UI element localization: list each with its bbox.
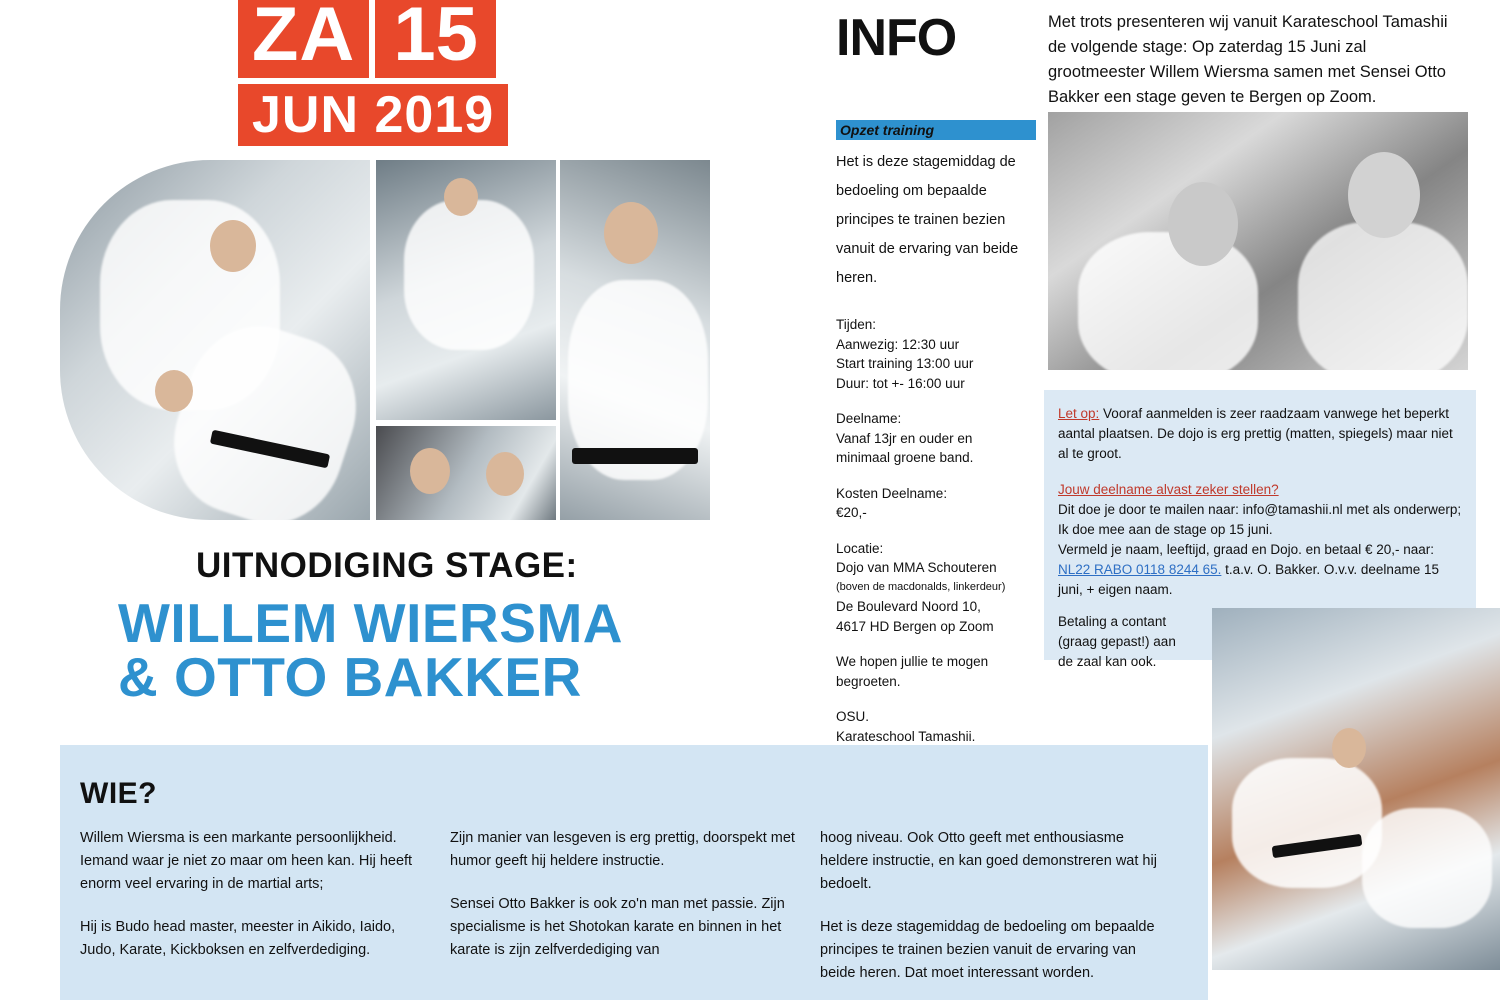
cash-payment-line3: de zaal kan ook. bbox=[1058, 654, 1157, 669]
who-col3-p1: hoog niveau. Ook Otto geeft met enthousiasme heldere instructie, en kan goed demonstreren wat hij bedoelt. bbox=[820, 830, 1157, 892]
collage-photo-stance bbox=[376, 160, 556, 420]
opzet-training-label: Opzet training bbox=[840, 122, 935, 138]
info-location-line3: 4617 HD Bergen op Zoom bbox=[836, 618, 994, 634]
info-times-label: Tijden: bbox=[836, 317, 877, 332]
info-participation-block bbox=[836, 409, 1051, 468]
photo-collage bbox=[60, 160, 710, 520]
info-cost-value: €20,- bbox=[836, 505, 867, 520]
event-name-line1: WILLEM WIERSMA bbox=[118, 592, 623, 654]
info-signature-line1: OSU. bbox=[836, 709, 870, 724]
date-badge-top-row bbox=[238, 0, 548, 78]
info-greeting-line1: We hopen jullie te mogen bbox=[836, 654, 989, 669]
registration-line3: t.a.v. O. Bakker. O.v.v. deelname 15 juni, + eigen naam. bbox=[1058, 562, 1439, 597]
info-location-line2: De Boulevard Noord 10, bbox=[836, 599, 981, 614]
who-col3-p2: Het is deze stagemiddag de bedoeling om bepaalde principes te trainen bezien vanuit de ervaring van beide heren. Dat moet interessant worden. bbox=[820, 919, 1155, 981]
registration-line2: Vermeld je naam, leeftijd, graad en Dojo. en betaal € 20,- naar: bbox=[1058, 542, 1434, 557]
info-location-sub: (boven de macdonalds, linkerdeur) bbox=[836, 580, 1006, 593]
registration-iban-line bbox=[1058, 560, 1462, 600]
collage-photo-karateka bbox=[560, 160, 710, 520]
registration-instructions bbox=[1058, 480, 1462, 600]
date-weekday: ZA bbox=[238, 0, 369, 78]
registration-line1: Dit doe je door te mailen naar: info@tamashii.nl met als onderwerp; Ik doe mee aan de stage op 15 juni. bbox=[1058, 502, 1462, 537]
intro-paragraph: Met trots presenteren wij vanuit Karateschool Tamashii de volgende stage: Op zaterdag 15 Juni zal grootmeester Willem Wiersma samen met Sensei Otto Bakker een stage geven te Bergen op Zoom. bbox=[1048, 13, 1448, 106]
collage-photo-throw bbox=[60, 160, 370, 520]
who-col1-p1: Willem Wiersma is een markante persoonlijkheid. Iemand waar je niet zo maar om heen kan. Hij heeft enorm veel ervaring in de martial arts; bbox=[80, 830, 413, 892]
who-column-3 bbox=[820, 827, 1190, 1005]
info-cost-label: Kosten Deelname: bbox=[836, 485, 948, 501]
cash-payment-line2: (graag gepast!) aan bbox=[1058, 634, 1176, 649]
info-participation-label: Deelname: bbox=[836, 411, 902, 426]
info-heading: INFO bbox=[836, 9, 957, 67]
event-names bbox=[118, 592, 623, 708]
info-details bbox=[836, 315, 1051, 782]
info-participation-line2: minimaal groene band. bbox=[836, 450, 974, 465]
date-day: 15 bbox=[375, 0, 496, 78]
info-times-line3: Duur: tot +- 16:00 uur bbox=[836, 375, 965, 391]
info-greeting-block bbox=[836, 652, 1051, 691]
info-times-block bbox=[836, 315, 1051, 393]
note-attention bbox=[1058, 404, 1462, 464]
cash-payment-note bbox=[1058, 612, 1228, 672]
collage-photo-audience bbox=[376, 426, 556, 520]
note-attention-body: Vooraf aanmelden is zeer raadzaam vanwege het beperkt aantal plaatsen. De dojo is erg prettig (matten, spiegels) maar niet al te groot. bbox=[1058, 406, 1453, 461]
who-column-2 bbox=[450, 827, 820, 1005]
opzet-training-bar bbox=[836, 120, 1036, 140]
info-location-label: Locatie: bbox=[836, 540, 884, 556]
invitation-label: UITNODIGING STAGE: bbox=[196, 546, 578, 585]
who-columns bbox=[80, 827, 1190, 1005]
note-attention-label: Let op: bbox=[1058, 406, 1100, 421]
event-name-line2: & OTTO BAKKER bbox=[118, 646, 582, 708]
info-cost-block bbox=[836, 484, 1051, 523]
info-location-block bbox=[836, 539, 1051, 637]
date-badge bbox=[238, 0, 548, 146]
info-participation-line1: Vanaf 13jr en ouder en bbox=[836, 430, 973, 446]
photo-group-training bbox=[1212, 608, 1500, 970]
opzet-training-body: Het is deze stagemiddag de bedoeling om bepaalde principes te trainen bezien vanuit de ervaring van beide heren. bbox=[836, 154, 1019, 286]
iban-number: NL22 RABO 0118 8244 65. bbox=[1058, 562, 1222, 577]
who-column-1 bbox=[80, 827, 450, 1005]
registration-heading: Jouw deelname alvast zeker stellen? bbox=[1058, 482, 1279, 497]
info-signature-line2: Karateschool Tamashii. bbox=[836, 728, 976, 744]
info-location-line1: Dojo van MMA Schouteren bbox=[836, 560, 997, 575]
photo-masters-demo bbox=[1048, 112, 1468, 370]
who-panel bbox=[60, 745, 1208, 1000]
date-month-year: JUN 2019 bbox=[238, 84, 508, 146]
info-times-line2: Start training 13:00 uur bbox=[836, 356, 974, 371]
info-times-line1: Aanwezig: 12:30 uur bbox=[836, 336, 960, 352]
who-col2-p2: Sensei Otto Bakker is ook zo'n man met passie. Zijn specialisme is het Shotokan karate en binnen in het karate is zijn zelfverdediging van bbox=[450, 896, 785, 958]
who-heading: WIE? bbox=[80, 777, 157, 810]
cash-payment-line1: Betaling a contant bbox=[1058, 614, 1167, 629]
info-greeting-line2: begroeten. bbox=[836, 673, 901, 689]
who-col2-p1: Zijn manier van lesgeven is erg prettig, doorspekt met humor geeft hij heldere instructie. bbox=[450, 830, 795, 869]
who-col1-p2: Hij is Budo head master, meester in Aikido, Iaido, Judo, Karate, Kickboksen en zelfverdediging. bbox=[80, 919, 396, 958]
